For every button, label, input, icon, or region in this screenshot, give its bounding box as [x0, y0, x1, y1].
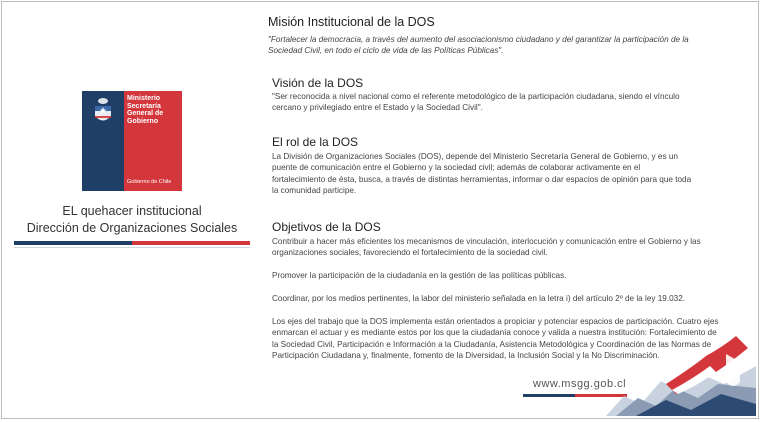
- objetivos-paragraph-2: Promover la participación de la ciudadanía en la gestión de las políticas públicas.: [272, 271, 567, 281]
- mision-text: "Fortalecer la democracia, a través del aumento del asociacionismo ciudadano y del garantizar la participación de la Sociedad Civil, en todo el ciclo de vida de las Políticas Públicas".: [268, 35, 689, 56]
- objetivos-paragraph-3: Coordinar, por los medios pertinentes, la labor del ministerio señalada en la letra i) del artículo 2º de la ley 19.032.: [272, 294, 686, 303]
- government-logo: [82, 91, 182, 191]
- website-link[interactable]: www.msgg.gob.cl: [533, 378, 627, 390]
- flag-mountain-decoration-icon: [606, 326, 756, 416]
- objetivos-paragraph-1: Contribuir a hacer más eficientes los mecanismos de vinculación, interlocución y comunicación entre el Gobierno y las organizaciones sociales, favoreciendo el fortalecimiento de la sociedad civil.: [272, 237, 701, 258]
- left-title-line-1: EL quehacer institucional: [62, 204, 202, 218]
- vision-text: "Ser reconocida a nivel nacional como el referente metodológico de la participación ciudadana, siendo el vínculo cercano y privilegiado entre el Estado y la Sociedad Civil".: [272, 92, 680, 113]
- objetivos-heading: Objetivos de la DOS: [272, 220, 381, 234]
- objetivos-paragraph-4: Los ejes del trabajo que la DOS implementa están orientados a propiciar y potenciar espacios de participación. Cuatro ejes enmarcan el actuar y es mediante estos por los que la ciudadanía conoce y valida a nuestra institución: Fortalecimiento de la Sociedad Civil, Participación e Información a la Ciudadanía, Asistencia Metodológica y Coordinación de las Normas de Participación Ciudadana y, finalmente, fomento de la Diversidad, la Inclusión Social y la No Discriminación.: [272, 316, 719, 361]
- logo-ministry-name: Ministerio Secretaría General de Gobierno: [127, 95, 164, 125]
- logo-blue-panel: [82, 91, 124, 191]
- left-divider: [14, 247, 250, 248]
- rol-heading: El rol de la DOS: [272, 135, 359, 149]
- coat-of-arms-icon: [91, 97, 115, 127]
- rol-text: La División de Organizaciones Sociales (DOS), depende del Ministerio Secretaría General de Gobierno, y es un puente de comunicación entre el Gobierno y la sociedad civil; además de colaborar activamente en el fortalecimiento de ésta, busca, a través de distintas herramientas, informar o dar espacios de opinión para que toda la comunidad participe.: [272, 152, 692, 196]
- left-title: [12, 203, 252, 237]
- slide-frame: [1, 1, 759, 419]
- left-title-line-2: Dirección de Organizaciones Sociales: [26, 221, 238, 235]
- vision-heading: Visión de la DOS: [272, 76, 364, 90]
- mision-heading: Misión Institucional de la DOS: [268, 15, 435, 29]
- left-color-bar: [14, 241, 250, 245]
- logo-subtitle: Gobierno de Chile: [127, 179, 172, 185]
